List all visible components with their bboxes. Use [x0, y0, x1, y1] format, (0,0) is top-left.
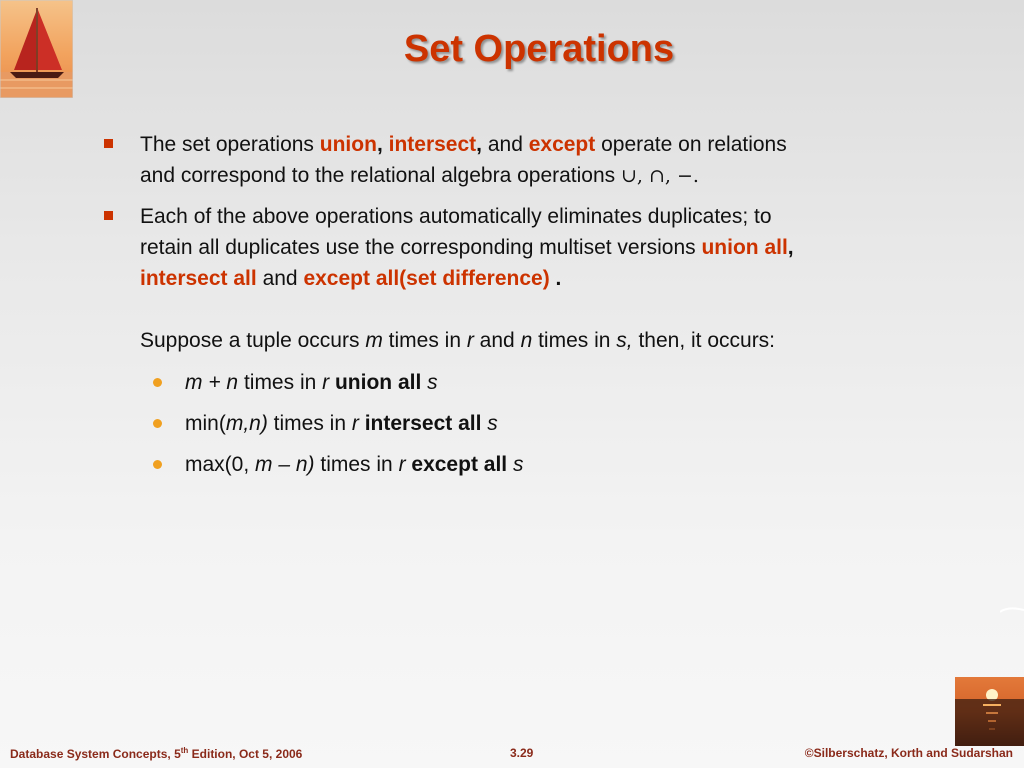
keyword-except: except	[528, 133, 596, 156]
footer-copyright: ©Silberschatz, Korth and Sudarshan	[804, 746, 1013, 760]
text: max(0,	[185, 453, 256, 476]
sub-item-union-all	[185, 372, 438, 393]
sub-item-intersect-all	[185, 413, 498, 434]
keyword-except-all: except all(set difference)	[303, 267, 550, 290]
op-union-all: union all	[329, 371, 428, 394]
bullet2-line3	[140, 268, 561, 289]
algebra-symbols: ∪, ∩, −.	[621, 165, 699, 187]
sub-bullet-marker	[153, 419, 162, 428]
sub-item-except-all	[185, 454, 523, 475]
bullet-marker	[104, 211, 113, 220]
text: times in	[532, 329, 617, 352]
keyword-union: union	[319, 133, 377, 156]
bullet1-line2	[140, 165, 699, 186]
text: min(	[185, 412, 226, 435]
text: times in	[267, 412, 352, 435]
bullet-marker	[104, 139, 113, 148]
text: ,	[376, 133, 389, 156]
text: Suppose a tuple occurs	[140, 329, 366, 352]
text: Database System Concepts, 5	[10, 747, 181, 761]
text: m,n)	[225, 412, 268, 435]
bullet2-line2	[140, 237, 794, 258]
var-r: r	[322, 371, 330, 394]
var-s: s	[427, 371, 438, 394]
text: operate on relations	[595, 133, 787, 156]
keyword-intersect: intersect	[388, 133, 477, 156]
var-r: r	[351, 412, 359, 435]
text: and	[473, 329, 521, 352]
text: times in	[238, 371, 323, 394]
text: ,	[476, 133, 482, 156]
var-r: r	[466, 329, 474, 352]
text: m – n)	[255, 453, 315, 476]
text: m + n	[185, 371, 239, 394]
text: retain all duplicates use the corresponding multiset versions	[140, 236, 702, 259]
text: Edition, Oct 5, 2006	[188, 747, 303, 761]
text: th	[180, 746, 189, 755]
text: and correspond to the relational algebra operations	[140, 164, 621, 187]
text: ,	[787, 236, 794, 259]
text: The set operations	[140, 133, 320, 156]
bullet1-line1	[140, 134, 787, 155]
text: .	[549, 267, 562, 290]
var-s: s,	[616, 329, 633, 352]
footer-page-number: 3.29	[510, 746, 534, 760]
suppose-line	[140, 330, 775, 351]
var-s: s	[487, 412, 498, 435]
footer-book-title	[10, 746, 302, 761]
sub-bullet-marker	[153, 460, 162, 469]
text: and	[256, 267, 304, 290]
text: times in	[382, 329, 467, 352]
var-m: m	[365, 329, 383, 352]
keyword-intersect-all: intersect all	[140, 267, 257, 290]
var-n: n	[520, 329, 533, 352]
op-intersect-all: intersect all	[358, 412, 488, 435]
page-title: Set Operations	[403, 28, 675, 70]
text: then, it occurs:	[632, 329, 776, 352]
var-s: s	[512, 453, 524, 476]
bullet2-line1: Each of the above operations automatically eliminates duplicates; to	[140, 205, 772, 228]
keyword-union-all: union all	[701, 236, 788, 259]
op-except-all: except all	[405, 453, 513, 476]
var-r: r	[398, 453, 406, 476]
sub-bullet-marker	[153, 378, 162, 387]
text: times in	[314, 453, 399, 476]
text: and	[482, 133, 529, 156]
